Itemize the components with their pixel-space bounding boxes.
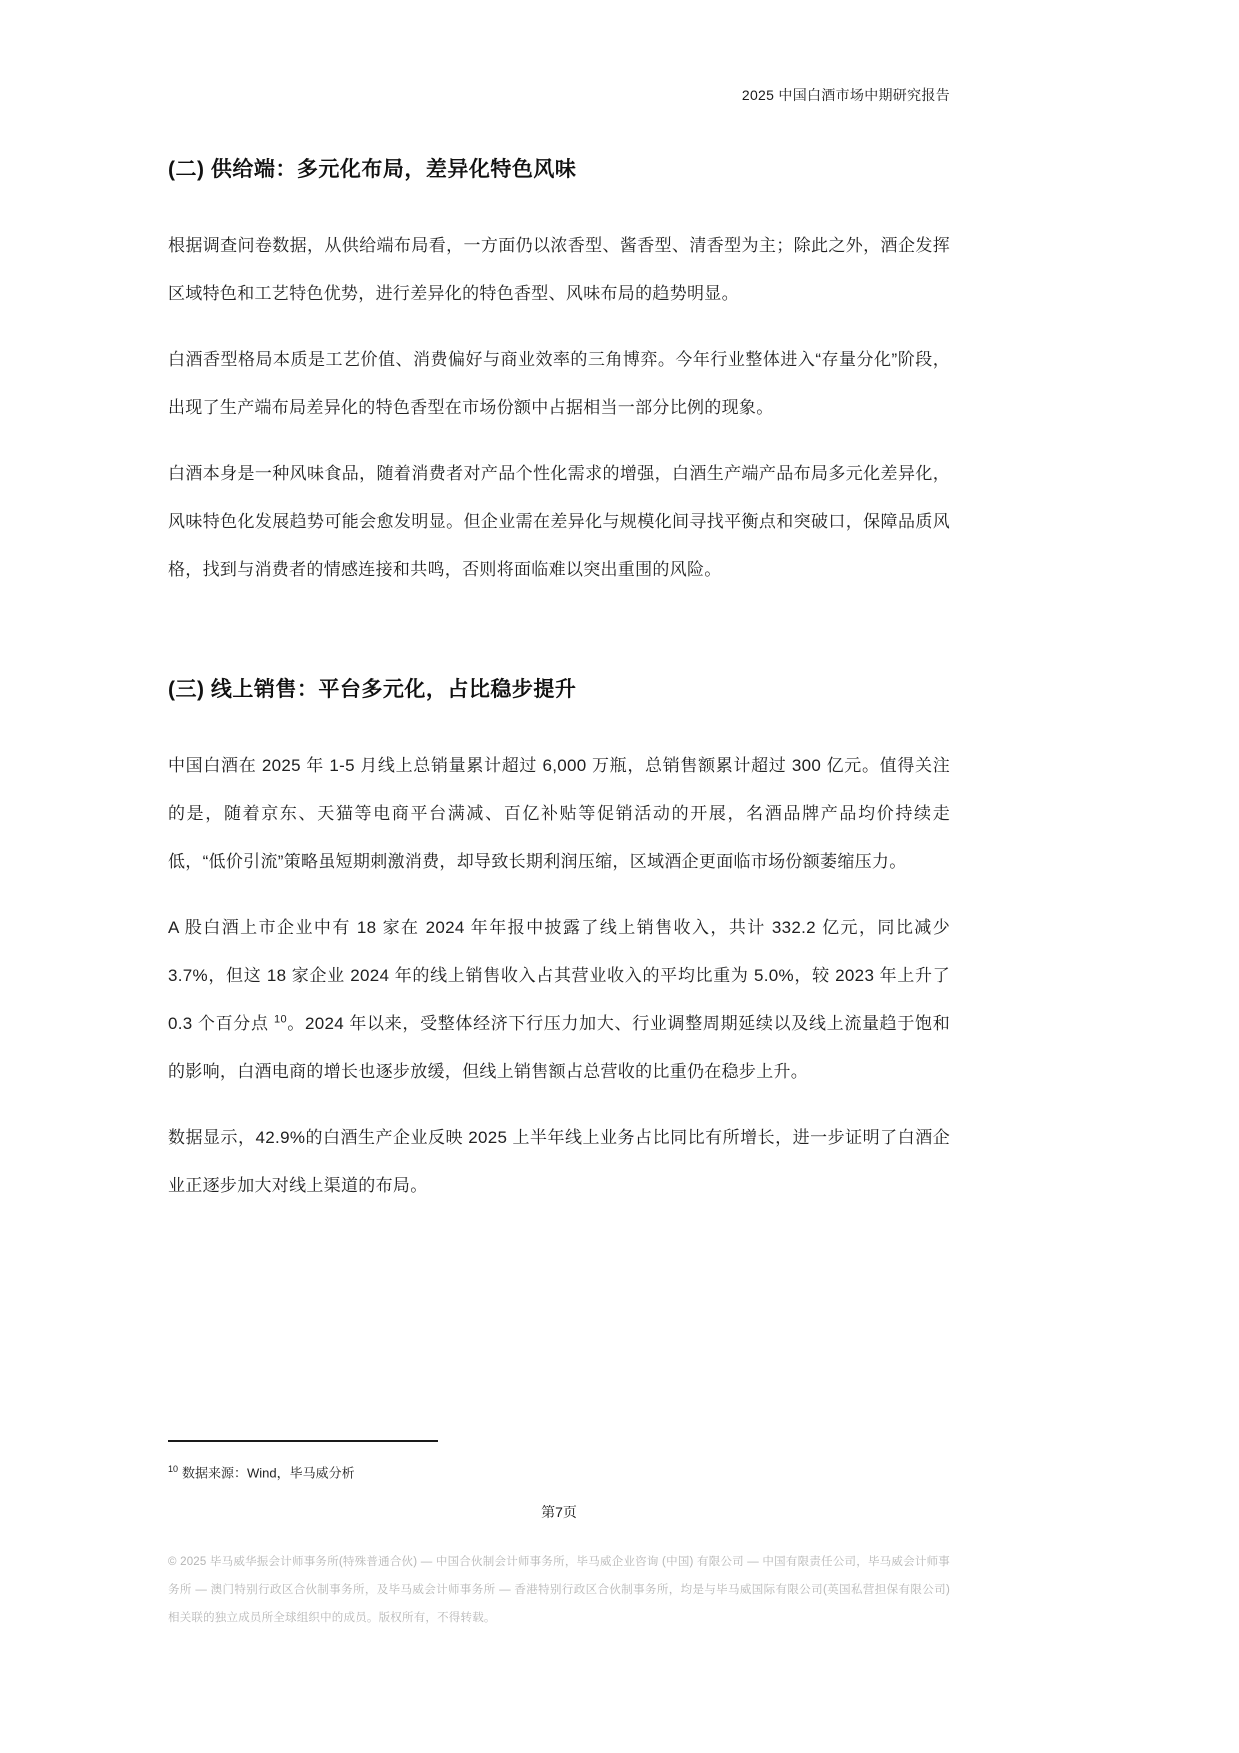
footnote-text: 数据来源：Wind，毕马威分析 — [182, 1465, 355, 1481]
page-number: 第7页 — [541, 1504, 577, 1521]
body-paragraph: 数据显示，42.9%的白酒生产企业反映 2025 上半年线上业务占比同比有所增长，进一步证明了白酒企业正逐步加大对线上渠道的布局。 — [168, 1128, 950, 1195]
body-paragraph: 根据调查问卷数据，从供给端布局看，一方面仍以浓香型、酱香型、清香型为主；除此之外，酒企发挥区域特色和工艺特色优势，进行差异化的特色香型、风味布局的趋势明显。 — [168, 236, 950, 303]
footnote — [168, 1456, 950, 1486]
footnote-divider — [168, 1440, 438, 1442]
report-header-title: 2025 中国白酒市场中期研究报告 — [741, 87, 950, 103]
body-paragraph: 白酒香型格局本质是工艺价值、消费偏好与商业效率的三角博弈。今年行业整体进入“存量分化”阶段，出现了生产端布局差异化的特色香型在市场份额中占据相当一部分比例的现象。 — [168, 350, 950, 417]
report-body — [168, 154, 950, 1210]
copyright-notice: © 2025 毕马威华振会计师事务所(特殊普通合伙) — 中国合伙制会计师事务所，毕马威企业咨询 (中国) 有限公司 — 中国有限责任公司，毕马威会计师事务所 — 澳门特别行政区合伙制事务所，及毕马威会计师事务所 — 香港特别行政区合伙制事务所，均是与毕马威国际有限公司(英国私营担保有限公司)相关联的独立成员所全球组织中的成员。版权所有，不得转载。 — [168, 1556, 950, 1625]
footnote-reference: 10 — [274, 1013, 287, 1026]
body-paragraph: A 股白酒上市企业中有 18 家在 2024 年年报中披露了线上销售收入，共计 332.2 亿元，同比减少 3.7%，但这 18 家企业 2024 年的线上销售收入占其营业收入的平均比重为 5.0%，较 2023 年上升了 0.3 个百分点 $^{10}$。2024 年以来，受整体经济下行压力加大、行业调整周期延续以及线上流量趋于饱和的影响，白酒电商的增长也逐步放缓，但线上销售额占总营收的比重仍在稳步上升。 — [168, 918, 950, 1081]
body-paragraph: 白酒本身是一种风味食品，随着消费者对产品个性化需求的增强，白酒生产端产品布局多元化差异化，风味特色化发展趋势可能会愈发明显。但企业需在差异化与规模化间寻找平衡点和突破口，保障品质风格，找到与消费者的情感连接和共鸣，否则将面临难以突出重围的风险。 — [168, 464, 950, 579]
page-content — [168, 86, 950, 1632]
section-heading: (二) 供给端：多元化布局，差异化特色风味 — [168, 158, 577, 181]
report-section — [168, 674, 950, 1210]
section-heading: (三) 线上销售：平台多元化，占比稳步提升 — [168, 678, 577, 701]
body-paragraph: 中国白酒在 2025 年 1-5 月线上总销量累计超过 6,000 万瓶，总销售额累计超过 300 亿元。值得关注的是，随着京东、天猫等电商平台满减、百亿补贴等促销活动的开展，名酒品牌产品均价持续走低，“低价引流”策略虽短期刺激消费，却导致长期利润压缩，区域酒企更面临市场份额萎缩压力。 — [168, 756, 950, 871]
footnote-marker: 10 — [168, 1464, 179, 1474]
report-section — [168, 154, 950, 594]
